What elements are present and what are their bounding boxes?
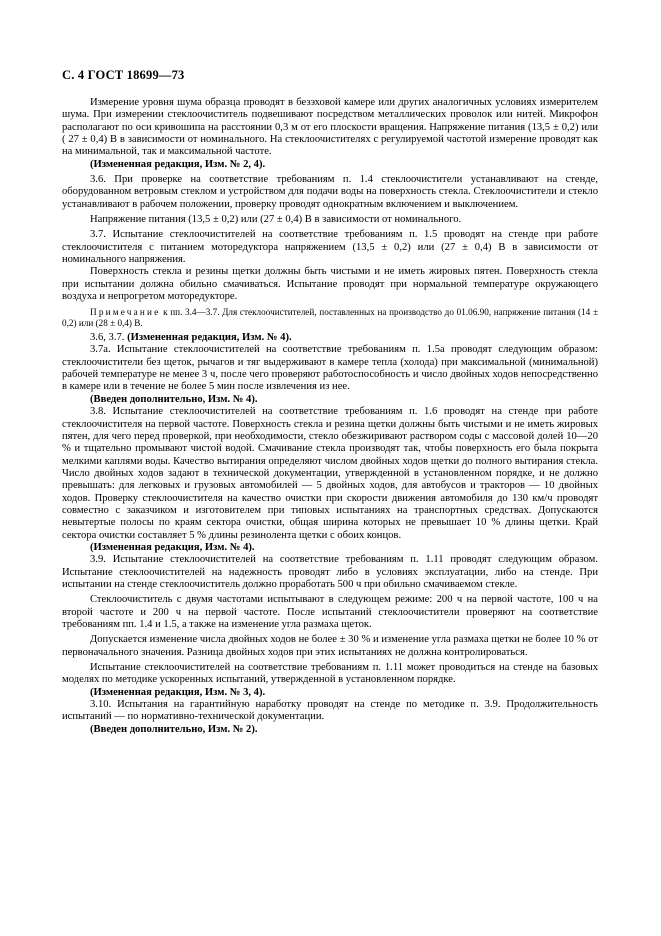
addition-note: (Введен дополнительно, Изм. № 4). — [90, 393, 258, 405]
paragraph-3-6: 3.6. При проверке на соответствие требованиям п. 1.4 стеклоочистители устанавливают на стенде, оборудованном ветровым стеклом и устройством для подачи воды на поверхность стекла. Стеклоочистители и стекло устанавливают в рабочем положении, проверку проводят однократным включением и выключением. — [62, 174, 598, 210]
paragraph-3-7a: 3.7а. Испытание стеклоочистителей на соответствие требованиям п. 1.5а проводят следующим образом: стеклоочистители без щеток, рычагов и тяг выдерживают в камере тепла (холода) при максимальной (минимальной) рабочей температуре не менее 3 ч, после чего проверяют работоспособность и число двойных ходов непосредственно в камере или в течение не более 5 мин после извлечения из нее. — [62, 344, 598, 393]
paragraph-tolerance: Допускается изменение числа двойных ходов не более ± 30 % и изменение угла размаха щетки не более 10 % от первоначального значения. Разница двойных ходов при этих испытаниях не должна контролироваться. — [62, 634, 598, 658]
revision-note: (Измененная редакция, Изм. № 4). — [90, 541, 255, 553]
paragraph-glass-surface: Поверхность стекла и резины щетки должны быть чистыми и не иметь жировых пятен. Поверхность стекла при испытании должна обильно смачиваться. Испытание проводят при нормальной температуре окружающего воздуха и непрогретом моторедукторе. — [62, 266, 598, 303]
paragraph-3-7: 3.7. Испытание стеклоочистителей на соответствие требованиям п. 1.5 проводят на стенде при работе стеклоочистителя с питанием моторедуктора напряжением (13,5 ± 0,2) или (27 ± 0,4) В в зависимости от номинального напряжения. — [62, 229, 598, 266]
addition-note: (Введен дополнительно, Изм. № 2). — [90, 723, 258, 735]
page-header: С. 4 ГОСТ 18699—73 — [62, 68, 185, 82]
paragraph-voltage: Напряжение питания (13,5 ± 0,2) или (27 ± 0,4) В в зависимости от номинального. — [90, 214, 462, 226]
revision-note: (Измененная редакция, Изм. № 3, 4). — [90, 686, 266, 698]
revision-note-3-6-3-7 — [62, 332, 598, 344]
paragraph-3-8: 3.8. Испытание стеклоочистителей на соответствие требованиям п. 1.6 проводят на стенде при работе стеклоочистителя на первой частоте. Поверхность стекла и резина щетки должны быть чистыми и не иметь жировых пятен, для чего перед проверкой, при необходимости, стекло обезжиривают раствором соды с массовой долей 10—20 % и тщательно промывают чистой водой. Смачивание стекла производят так, чтобы поверхность его была покрыта мелкими каплями воды. Качество вытирания определяют числом двойных ходов щетки до полного вытирания стекла. Число двойных ходов задают в технической документации, утвержденной в установленном порядке, и не должно превышать: для легковых и грузовых автомобилей — 5 двойных ходов, для автобусов и тракторов — 10 двойных ходов. Проверку стеклоочистителя на качество очистки при скорости движения автомобиля до 130 км/ч проводят совместно с заказчиком и изготовителем при типовых испытаниях на транспортных средствах. Допускаются невытертые полосы по краям сектора очистки, общая ширина которых не превышает 10 % длины щетки. Край сектора очистки составляет 5 % длины резинолента щетки с обоих концов. — [62, 406, 598, 541]
revision-note: (Измененная редакция, Изм. № 2, 4). — [90, 158, 266, 170]
paragraph-3-10: 3.10. Испытания на гарантийную наработку проводят на стенде по методике п. 3.9. Продолжительность испытаний — по нормативно-технической документации. — [62, 699, 598, 723]
paragraph-accelerated-test: Испытание стеклоочистителей на соответствие требованиям п. 1.11 может проводиться на стенде на базовых моделях по методике ускоренных испытаний, утвержденной в установленном порядке. — [62, 662, 598, 686]
note-label: Примечание — [90, 306, 161, 317]
note-text: к пп. 3.4—3.7. Для стеклоочистителей, поставленных на производство до 01.06.90, напряжение питания (14 ± 0,2) или (28 ± 0,4) В. — [62, 306, 598, 328]
document-body — [62, 97, 598, 736]
revision-text: (Измененная редакция, Изм. № 4). — [127, 332, 292, 344]
paragraph-two-frequencies: Стеклоочиститель с двумя частотами испытывают в следующем режиме: 200 ч на первой частоте, 100 ч на второй частоте и 200 ч на первой частоте. После испытаний стеклоочистители проверяют на соответствие требованиям пп. 1.4 и 1.5, а также на изменение угла размаха щеток. — [62, 594, 598, 630]
paragraph-noise-measurement: Измерение уровня шума образца проводят в безэховой камере или других аналогичных условиях измерителем шума. При измерении стеклоочиститель подвешивают посредством металлических проволок или нитей. Микрофон располагают по оси кривошипа на расстоянии 0,3 м от его плоскости вращения. Напряжение питания (13,5 ± 0,2) или ( 27 ± 0,4) В в зависимости от номинального. На стеклоочистителях с регулируемой частотой измерение проводят как на минимальной, так и максимальной частоте. — [62, 97, 598, 158]
revision-prefix: 3.6, 3.7. — [90, 332, 128, 344]
paragraph-3-9: 3.9. Испытание стеклоочистителей на соответствие требованиям п. 1.11 проводят следующим образом. Испытание стеклоочистителей на надежность проводят либо в условиях эксплуатации, либо на стенде. При испытании на стенде стеклоочиститель должно проработать 500 ч при обильно смачиваемом стекле. — [62, 554, 598, 590]
note-3-4-3-7 — [62, 307, 598, 330]
